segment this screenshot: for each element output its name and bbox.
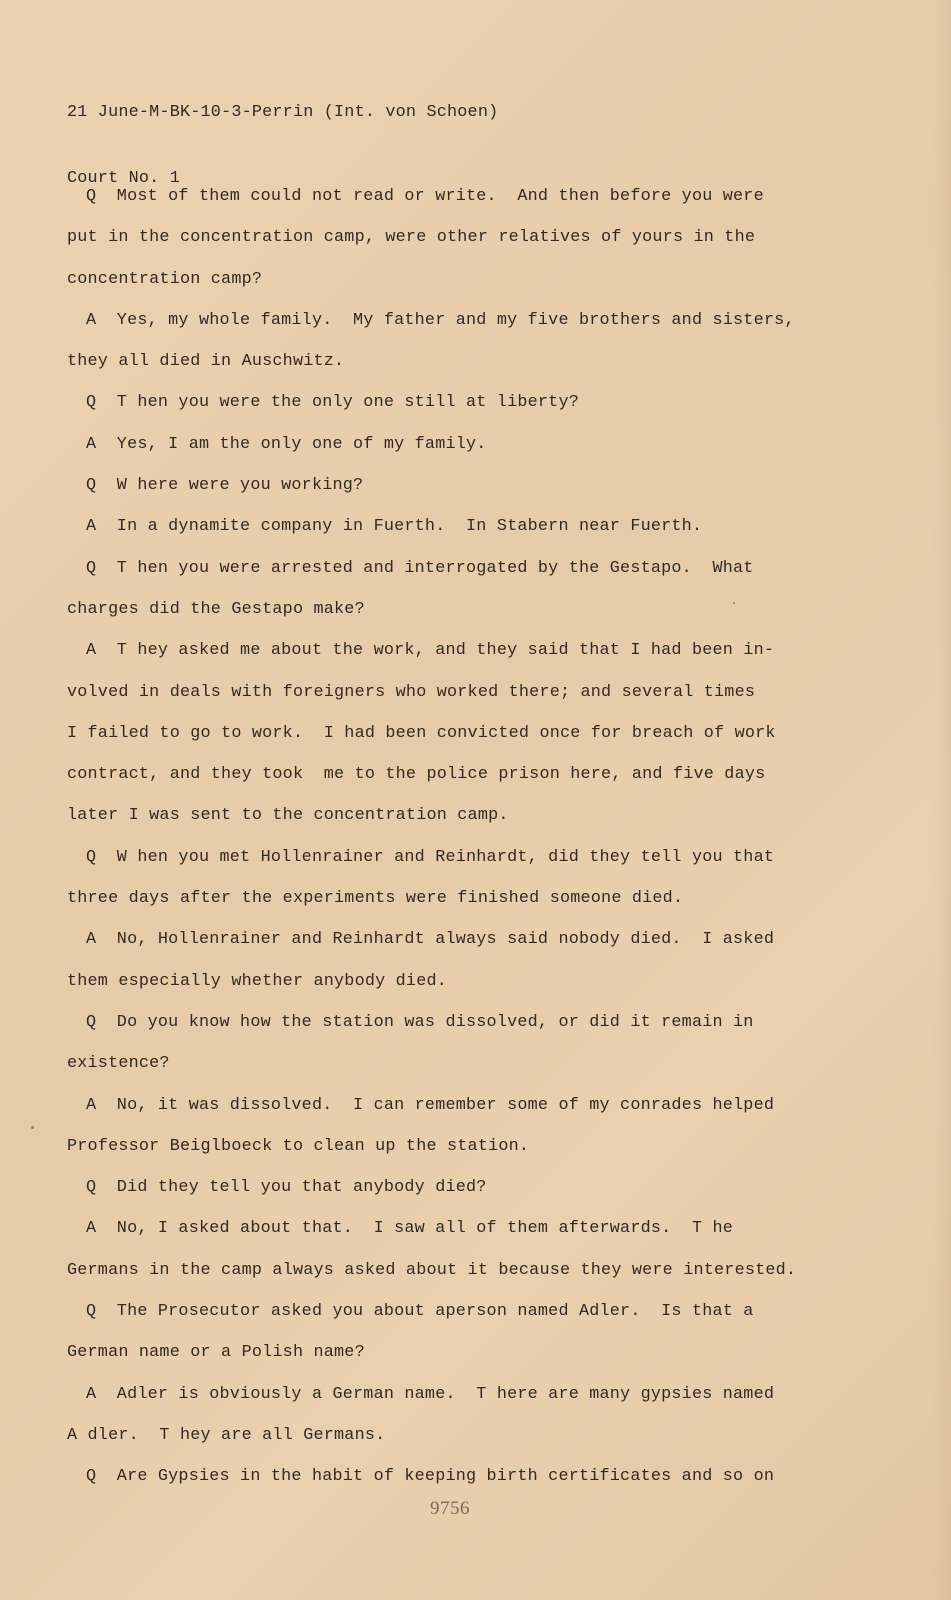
transcript-line: A T hey asked me about the work, and they said that I had been in- — [86, 641, 775, 661]
transcript-line: Q Did they tell you that anybody died? — [86, 1178, 487, 1198]
transcript-line: A No, Hollenrainer and Reinhardt always said nobody died. I asked — [86, 930, 775, 950]
transcript-line: they all died in Auschwitz. — [67, 352, 345, 372]
transcript-line: A Adler is obviously a German name. T here are many gypsies named — [86, 1384, 775, 1404]
transcript-line: I failed to go to work. I had been convicted once for breach of work — [67, 723, 776, 743]
paper-speck — [733, 602, 735, 604]
transcript-line: contract, and they took me to the police prison here, and five days — [67, 765, 766, 785]
transcript-line: put in the concentration camp, were other relatives of yours in the — [67, 228, 756, 248]
transcript-line: A In a dynamite company in Fuerth. In Stabern near Fuerth. — [86, 517, 703, 537]
transcript-line: Germans in the camp always asked about it because they were interested. — [67, 1260, 797, 1280]
transcript-line: three days after the experiments were finished someone died. — [67, 889, 684, 909]
transcript-line: volved in deals with foreigners who worked there; and several times — [67, 682, 756, 702]
paper-speck — [31, 1126, 34, 1129]
transcript-line: later I was sent to the concentration camp. — [67, 806, 509, 826]
transcript-line: Q T hen you were arrested and interrogated by the Gestapo. What — [86, 558, 754, 578]
transcript-line: Q Are Gypsies in the habit of keeping birth certificates and so on — [86, 1467, 775, 1487]
transcript-body — [67, 176, 807, 1498]
transcript-line: Professor Beiglboeck to clean up the station. — [67, 1136, 530, 1156]
header-line-case: 21 June-M-BK-10-3-Perrin (Int. von Schoen) — [67, 103, 499, 122]
transcript-line: A Yes, I am the only one of my family. — [86, 434, 487, 454]
transcript-line: Q T hen you were the only one still at liberty? — [86, 393, 579, 413]
transcript-line: Q The Prosecutor asked you about aperson named Adler. Is that a — [86, 1302, 754, 1322]
transcript-line: Q Most of them could not read or write. And then before you were — [86, 187, 764, 206]
transcript-line: them especially whether anybody died. — [67, 971, 448, 991]
transcript-line: A No, I asked about that. I saw all of them afterwards. T he — [86, 1219, 734, 1239]
transcript-line: A Yes, my whole family. My father and my five brothers and sisters, — [86, 310, 795, 330]
transcript-line: A No, it was dissolved. I can remember some of my conrades helped — [86, 1095, 775, 1115]
transcript-line: charges did the Gestapo make? — [67, 599, 365, 619]
header-line-court: Court No. 1 — [67, 169, 180, 188]
transcript-line: German name or a Polish name? — [67, 1343, 365, 1363]
transcript-line: existence? — [67, 1054, 170, 1074]
transcript-line: concentration camp? — [67, 269, 263, 289]
transcript-line: A dler. T hey are all Germans. — [67, 1425, 386, 1445]
transcript-line: Q W here were you working? — [86, 476, 364, 496]
transcript-line: Q W hen you met Hollenrainer and Reinhardt, did they tell you that — [86, 847, 775, 867]
transcript-line: Q Do you know how the station was dissolved, or did it remain in — [86, 1012, 754, 1032]
page-number: 9756 — [430, 1498, 470, 1519]
